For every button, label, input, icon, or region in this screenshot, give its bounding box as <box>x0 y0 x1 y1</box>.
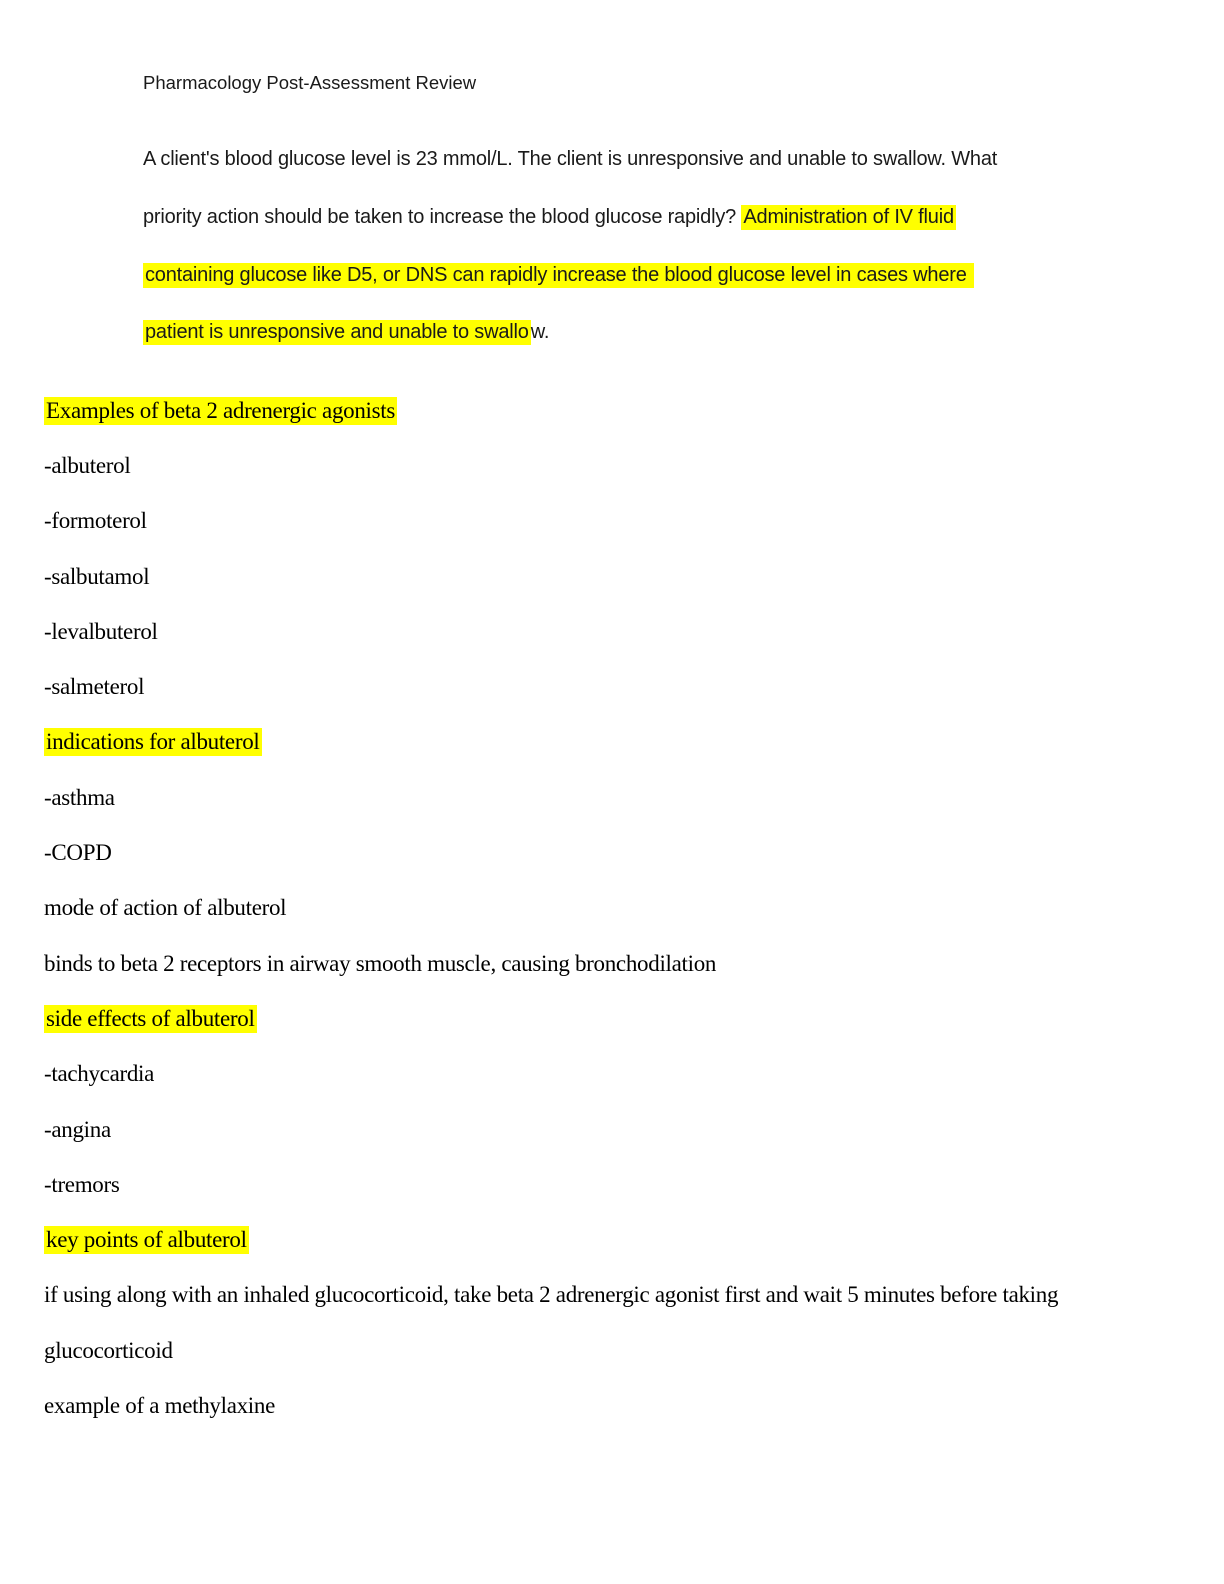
body-line <box>44 1157 1058 1212</box>
body-line <box>44 825 1058 880</box>
body-line <box>44 881 1058 936</box>
body-line <box>44 936 1058 991</box>
highlighted-text: containing glucose like D5, or DNS can rapidly increase the blood glucose level in cases where <box>145 263 973 286</box>
highlighted-text: key points of albuterol <box>46 1227 247 1253</box>
text-segment: priority action should be taken to increase the blood glucose rapidly? <box>143 206 742 229</box>
text-segment: glucocorticoid <box>44 1337 173 1363</box>
intro-line <box>143 304 997 362</box>
body-content <box>44 383 1058 1434</box>
text-segment: mode of action of albuterol <box>44 895 287 921</box>
body-line <box>44 1268 1058 1323</box>
text-segment: -tachycardia <box>44 1061 155 1087</box>
intro-line <box>143 246 997 304</box>
text-segment: -tremors <box>44 1171 120 1197</box>
body-line <box>44 604 1058 659</box>
text-segment: -COPD <box>44 840 112 866</box>
text-segment: -formoterol <box>44 508 147 534</box>
section-heading-line <box>44 991 1058 1046</box>
text-segment: example of a methylaxine <box>44 1392 276 1418</box>
section-heading-line <box>44 1212 1058 1267</box>
intro-line <box>143 189 997 247</box>
highlighted-text: Administration of IV fluid <box>743 206 954 229</box>
body-line <box>44 549 1058 604</box>
highlighted-text: Examples of beta 2 adrenergic agonists <box>46 397 396 423</box>
text-segment: A client's blood glucose level is 23 mmol/L. The client is unresponsive and unable to swallow. What <box>143 148 998 171</box>
body-line <box>44 494 1058 549</box>
intro-line <box>143 131 997 189</box>
highlighted-text: patient is unresponsive and unable to swallo <box>145 321 529 344</box>
body-line <box>44 1102 1058 1157</box>
body-line <box>44 1323 1058 1378</box>
text-segment: if using along with an inhaled glucocorticoid, take beta 2 adrenergic agonist first and wait 5 minutes before taking <box>44 1282 1059 1308</box>
text-segment: -salbutamol <box>44 563 150 589</box>
text-segment: w. <box>530 321 550 344</box>
section-heading-line <box>44 383 1058 438</box>
intro-paragraph <box>143 131 997 362</box>
text-segment: -angina <box>44 1116 111 1142</box>
text-segment: binds to beta 2 receptors in airway smooth muscle, causing bronchodilation <box>44 950 717 976</box>
text-segment: -asthma <box>44 784 115 810</box>
text-segment: -albuterol <box>44 452 131 478</box>
body-line <box>44 1378 1058 1433</box>
body-line <box>44 438 1058 493</box>
text-segment: -levalbuterol <box>44 618 158 644</box>
section-heading-line <box>44 715 1058 770</box>
highlighted-text: indications for albuterol <box>46 729 260 755</box>
text-segment: -salmeterol <box>44 674 145 700</box>
body-line <box>44 770 1058 825</box>
body-line <box>44 659 1058 714</box>
body-line <box>44 1047 1058 1102</box>
document-title: Pharmacology Post-Assessment Review <box>143 72 477 93</box>
highlighted-text: side effects of albuterol <box>46 1005 255 1031</box>
